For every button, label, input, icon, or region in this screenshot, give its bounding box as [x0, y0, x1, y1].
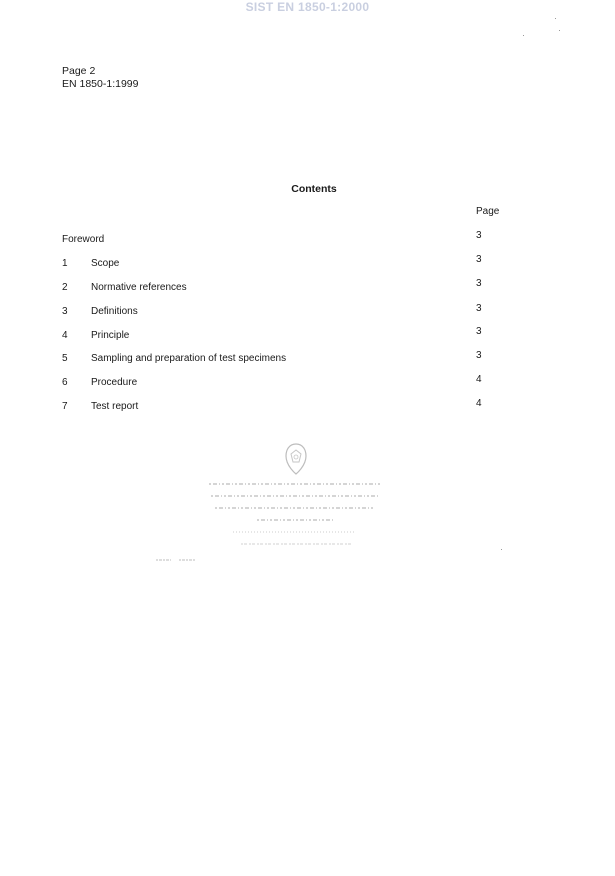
toc-label: Normative references [91, 282, 187, 293]
toc-number: 1 [62, 258, 68, 269]
page-column-heading: Page [476, 206, 500, 217]
watermark: SIST EN 1850-1:2000 [245, 0, 370, 14]
toc-entry-6[interactable] [62, 374, 492, 391]
toc-entry-2[interactable] [62, 278, 492, 296]
toc-label: Principle [91, 330, 130, 341]
toc-number: 2 [62, 282, 68, 293]
contents-title: Contents [291, 183, 337, 195]
scan-speck [523, 35, 524, 36]
scan-speck [555, 18, 556, 19]
toc-page: 4 [476, 398, 482, 409]
library-stamp [205, 442, 385, 552]
toc-page: 3 [476, 303, 482, 314]
page-header [62, 65, 138, 90]
toc-page: 3 [476, 254, 482, 265]
toc-number: 3 [62, 306, 68, 317]
toc-number: 7 [62, 401, 68, 412]
toc-page: 3 [476, 230, 482, 241]
toc-entry-3[interactable] [62, 303, 492, 320]
toc-page: 3 [476, 278, 482, 289]
toc-label: Foreword [62, 234, 105, 245]
toc-label: Scope [91, 258, 120, 269]
toc-label: Test report [91, 401, 139, 412]
toc-page: 3 [476, 350, 482, 361]
stamp-text-block [205, 442, 385, 552]
toc-entry-5[interactable] [62, 350, 492, 367]
toc-page: 4 [476, 374, 482, 385]
date-mark [155, 555, 197, 565]
toc-label: Definitions [91, 306, 138, 317]
toc-entry-4[interactable] [62, 326, 492, 344]
toc-label: Procedure [91, 377, 138, 388]
toc-number: 6 [62, 377, 68, 388]
toc-entry-foreword[interactable] [62, 230, 492, 248]
scan-speck [501, 549, 502, 550]
standard-id: EN 1850-1:1999 [62, 77, 139, 90]
toc-entry-1[interactable] [62, 254, 492, 272]
toc-number: 4 [62, 330, 68, 341]
page-number: Page 2 [62, 65, 96, 77]
toc-number: 5 [62, 353, 68, 364]
toc-label: Sampling and preparation of test specimens [91, 353, 287, 364]
toc-page: 3 [476, 326, 482, 337]
scan-speck [559, 30, 560, 31]
toc-entry-7[interactable] [62, 398, 492, 415]
